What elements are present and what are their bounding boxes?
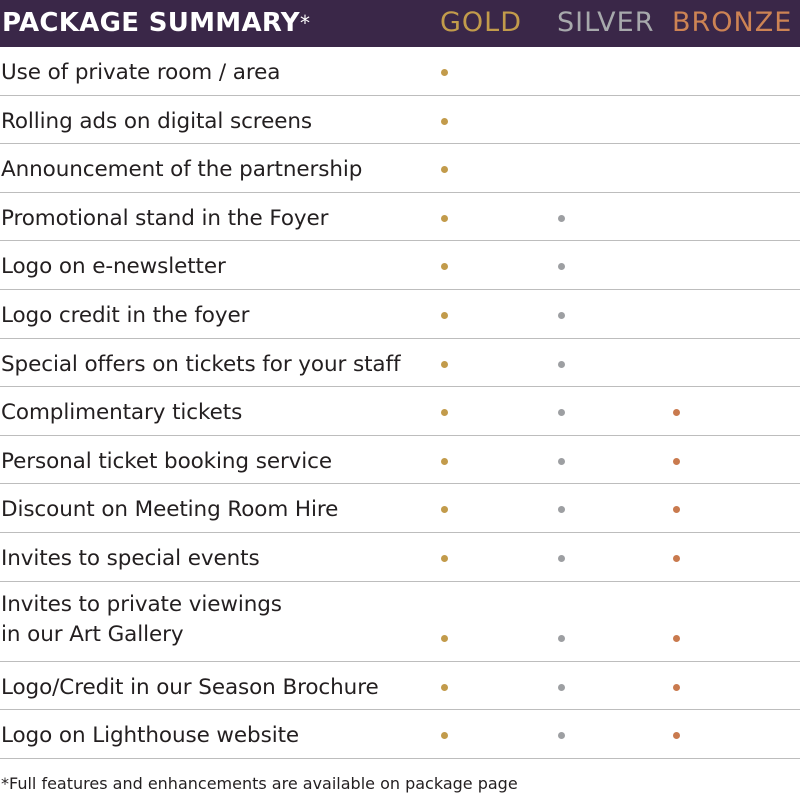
gold-included-dot-icon	[441, 361, 448, 368]
gold-included-dot-icon	[441, 506, 448, 513]
tier-bronze-heading: BRONZE	[672, 7, 793, 38]
tier-gold-heading: GOLD	[440, 7, 523, 38]
table-row	[0, 710, 800, 759]
silver-included-dot-icon	[558, 506, 565, 513]
gold-included-dot-icon	[441, 166, 448, 173]
gold-included-dot-icon	[441, 69, 448, 76]
table-row	[0, 582, 800, 662]
bronze-included-dot-icon	[673, 732, 680, 739]
gold-included-dot-icon	[441, 458, 448, 465]
bronze-included-dot-icon	[673, 458, 680, 465]
footnote: *Full features and enhancements are available on package page	[1, 774, 518, 793]
title-footnote-marker: *	[299, 11, 311, 35]
gold-included-dot-icon	[441, 118, 448, 125]
feature-label: Discount on Meeting Room Hire	[1, 497, 339, 523]
silver-included-dot-icon	[558, 555, 565, 562]
silver-included-dot-icon	[558, 732, 565, 739]
bronze-included-dot-icon	[673, 555, 680, 562]
title-text: PACKAGE SUMMARY	[2, 8, 300, 38]
feature-label: Logo on Lighthouse website	[1, 723, 300, 749]
feature-label: Personal ticket booking service	[1, 448, 333, 474]
feature-label: Invites to private viewings in our Art Gallery	[1, 591, 282, 647]
silver-included-dot-icon	[558, 312, 565, 319]
gold-included-dot-icon	[441, 684, 448, 691]
gold-included-dot-icon	[441, 312, 448, 319]
feature-label: Promotional stand in the Foyer	[1, 205, 329, 231]
feature-label: Rolling ads on digital screens	[1, 108, 312, 134]
table-row	[0, 484, 800, 533]
feature-label: Logo/Credit in our Season Brochure	[1, 674, 379, 700]
feature-label: Complimentary tickets	[1, 400, 243, 426]
silver-included-dot-icon	[558, 684, 565, 691]
feature-label: Invites to special events	[1, 545, 260, 571]
feature-label: Special offers on tickets for your staff	[1, 351, 401, 377]
gold-included-dot-icon	[441, 215, 448, 222]
table-row	[0, 662, 800, 711]
table-row	[0, 241, 800, 290]
package-table	[0, 47, 800, 759]
table-row	[0, 387, 800, 436]
table-row	[0, 193, 800, 242]
table-row	[0, 436, 800, 485]
bronze-included-dot-icon	[673, 409, 680, 416]
feature-label: Logo credit in the foyer	[1, 302, 250, 328]
table-row	[0, 533, 800, 582]
gold-included-dot-icon	[441, 635, 448, 642]
page-title	[2, 4, 310, 42]
silver-included-dot-icon	[558, 215, 565, 222]
bronze-included-dot-icon	[673, 506, 680, 513]
silver-included-dot-icon	[558, 458, 565, 465]
table-row	[0, 290, 800, 339]
table-row	[0, 96, 800, 145]
table-row	[0, 144, 800, 193]
bronze-included-dot-icon	[673, 635, 680, 642]
gold-included-dot-icon	[441, 263, 448, 270]
silver-included-dot-icon	[558, 361, 565, 368]
gold-included-dot-icon	[441, 409, 448, 416]
silver-included-dot-icon	[558, 635, 565, 642]
tier-silver-heading: SILVER	[557, 7, 655, 38]
table-row	[0, 339, 800, 388]
table-row	[0, 47, 800, 96]
feature-label: Announcement of the partnership	[1, 157, 363, 183]
gold-included-dot-icon	[441, 555, 448, 562]
feature-label: Use of private room / area	[1, 60, 281, 85]
feature-label: Logo on e-newsletter	[1, 254, 226, 280]
header-bar	[0, 0, 800, 47]
silver-included-dot-icon	[558, 409, 565, 416]
silver-included-dot-icon	[558, 263, 565, 270]
gold-included-dot-icon	[441, 732, 448, 739]
bronze-included-dot-icon	[673, 684, 680, 691]
